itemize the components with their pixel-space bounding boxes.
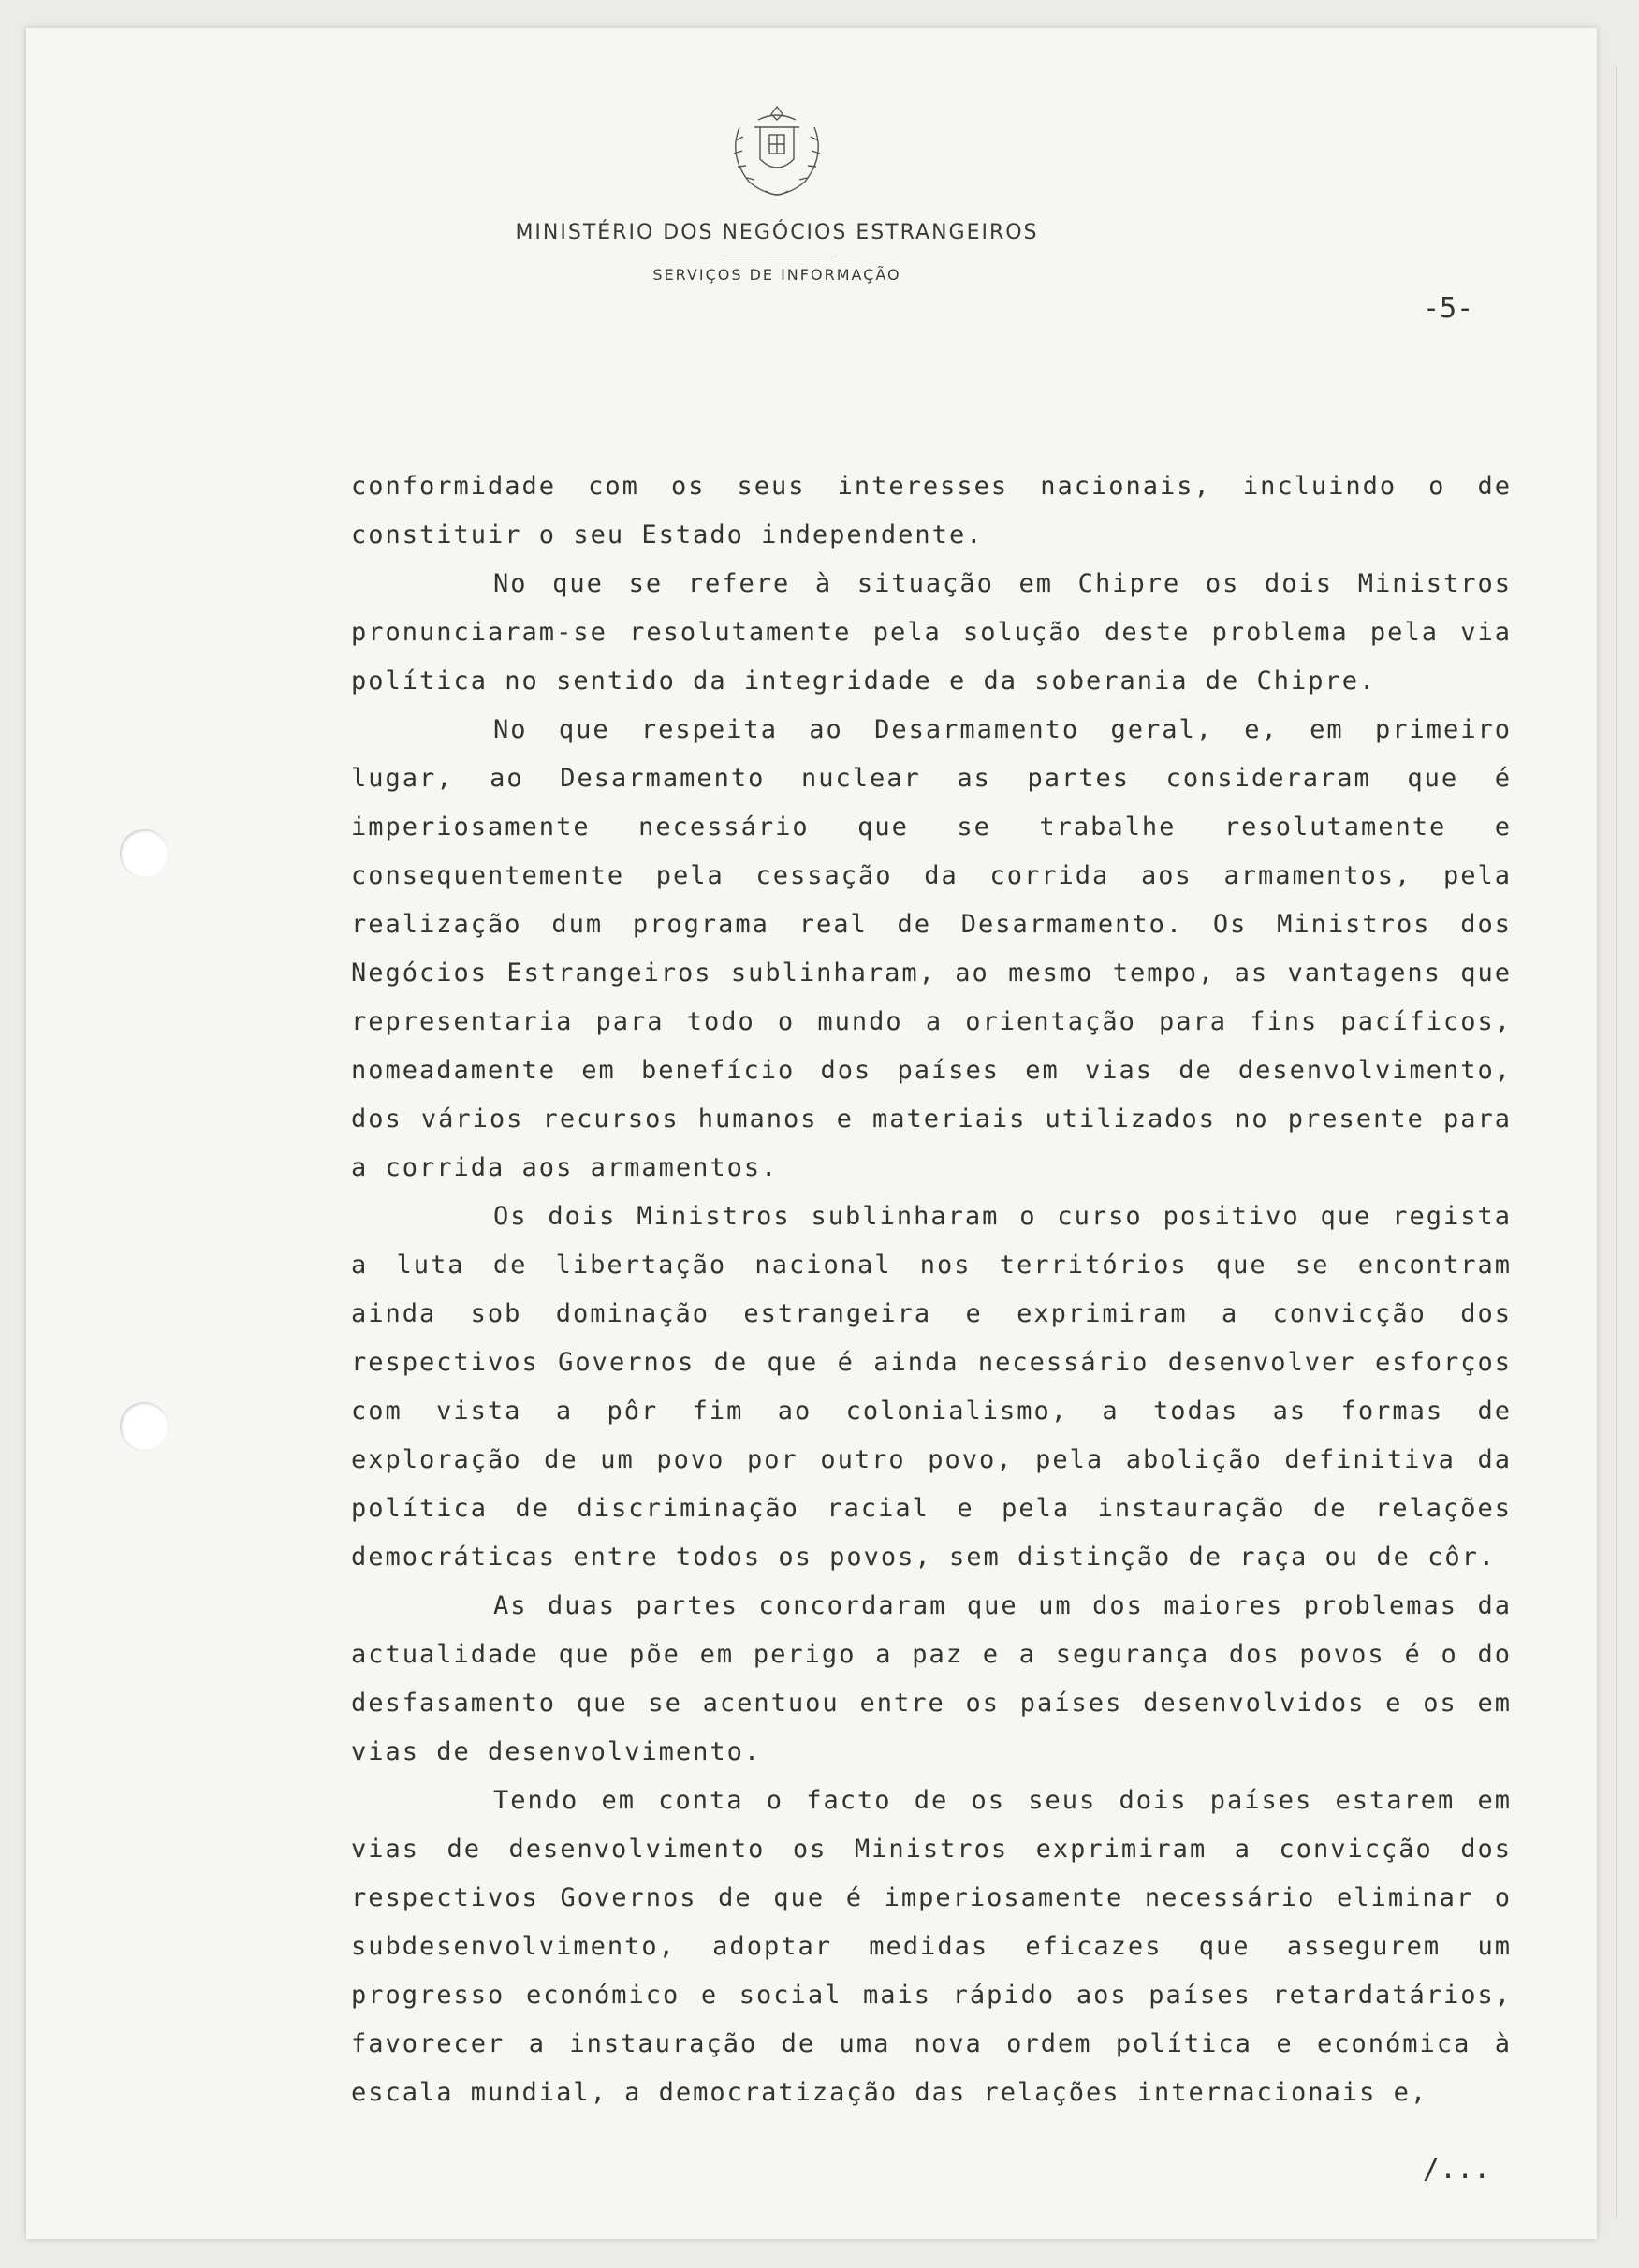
paragraph: Os dois Ministros sublinharam o curso positivo que regista a luta de libertação nacional nos territórios que se encontram ainda sob dominação estrangeira e exprimiram a convicção dos respectivos Governos de que é ainda necessário desenvolver esforços com vista a pôr fim ao colonialismo, a todas as formas de exploração de um povo por outro povo, pela abolição definitiva da política de discriminação racial e pela instauração de relações democráticas entre todos os povos, sem distinção de raça ou de côr. — [351, 1202, 1512, 1572]
punch-hole — [120, 1402, 168, 1451]
paragraph: Tendo em conta o facto de os seus dois países estarem em vias de desenvolvimento os Ministros exprimiram a convicção dos respectivos Governos de que é imperiosamente necessário eliminar o subdesenvolvimento, adoptar medidas eficazes que assegurem um progresso económico e social mais rápido aos países retardatários, favorecer a instauração de uma nova ordem política e económica à escala mundial, a democratização das relações internacionais e, — [351, 1786, 1512, 2107]
coat-of-arms-icon — [711, 99, 842, 202]
page-edge-line — [1616, 66, 1617, 2218]
page-number: -5- — [1423, 292, 1474, 325]
paragraph: No que se refere à situação em Chipre os dois Ministros pronunciaram-se resolutamente pela solução deste problema pela via política no sentido da integridade e da soberania de Chipre. — [351, 569, 1512, 695]
letterhead — [356, 99, 1198, 284]
body-text — [351, 462, 1512, 2117]
paragraph: No que respeita ao Desarmamento geral, e, em primeiro lugar, ao Desarmamento nuclear as partes consideraram que é imperiosamente necessário que se trabalhe resolutamente e consequentemente pela cessação da corrida aos armamentos, pela realização dum programa real de Desarmamento. Os Ministros dos Negócios Estrangeiros sublinharam, ao mesmo tempo, as vantagens que representaria para todo o mundo a orientação para fins pacíficos, nomeadamente em benefício dos países em vias de desenvolvimento, dos vários recursos humanos e materiais utilizados no presente para a corrida aos armamentos. — [351, 715, 1512, 1182]
ministry-name: MINISTÉRIO DOS NEGÓCIOS ESTRANGEIROS — [515, 221, 1039, 244]
paragraph: conformidade com os seus interesses nacionais, incluindo o de constituir o seu Estado independente. — [351, 472, 1512, 549]
paragraph: As duas partes concordaram que um dos maiores problemas da actualidade que põe em perigo a paz e a segurança dos povos é o do desfasamento que se acentuou entre os países desenvolvidos e os em vias de desenvolvimento. — [351, 1591, 1512, 1766]
continuation-mark: /... — [1423, 2153, 1491, 2186]
punch-hole — [120, 829, 168, 878]
service-name: SERVIÇOS DE INFORMAÇÃO — [652, 266, 901, 284]
